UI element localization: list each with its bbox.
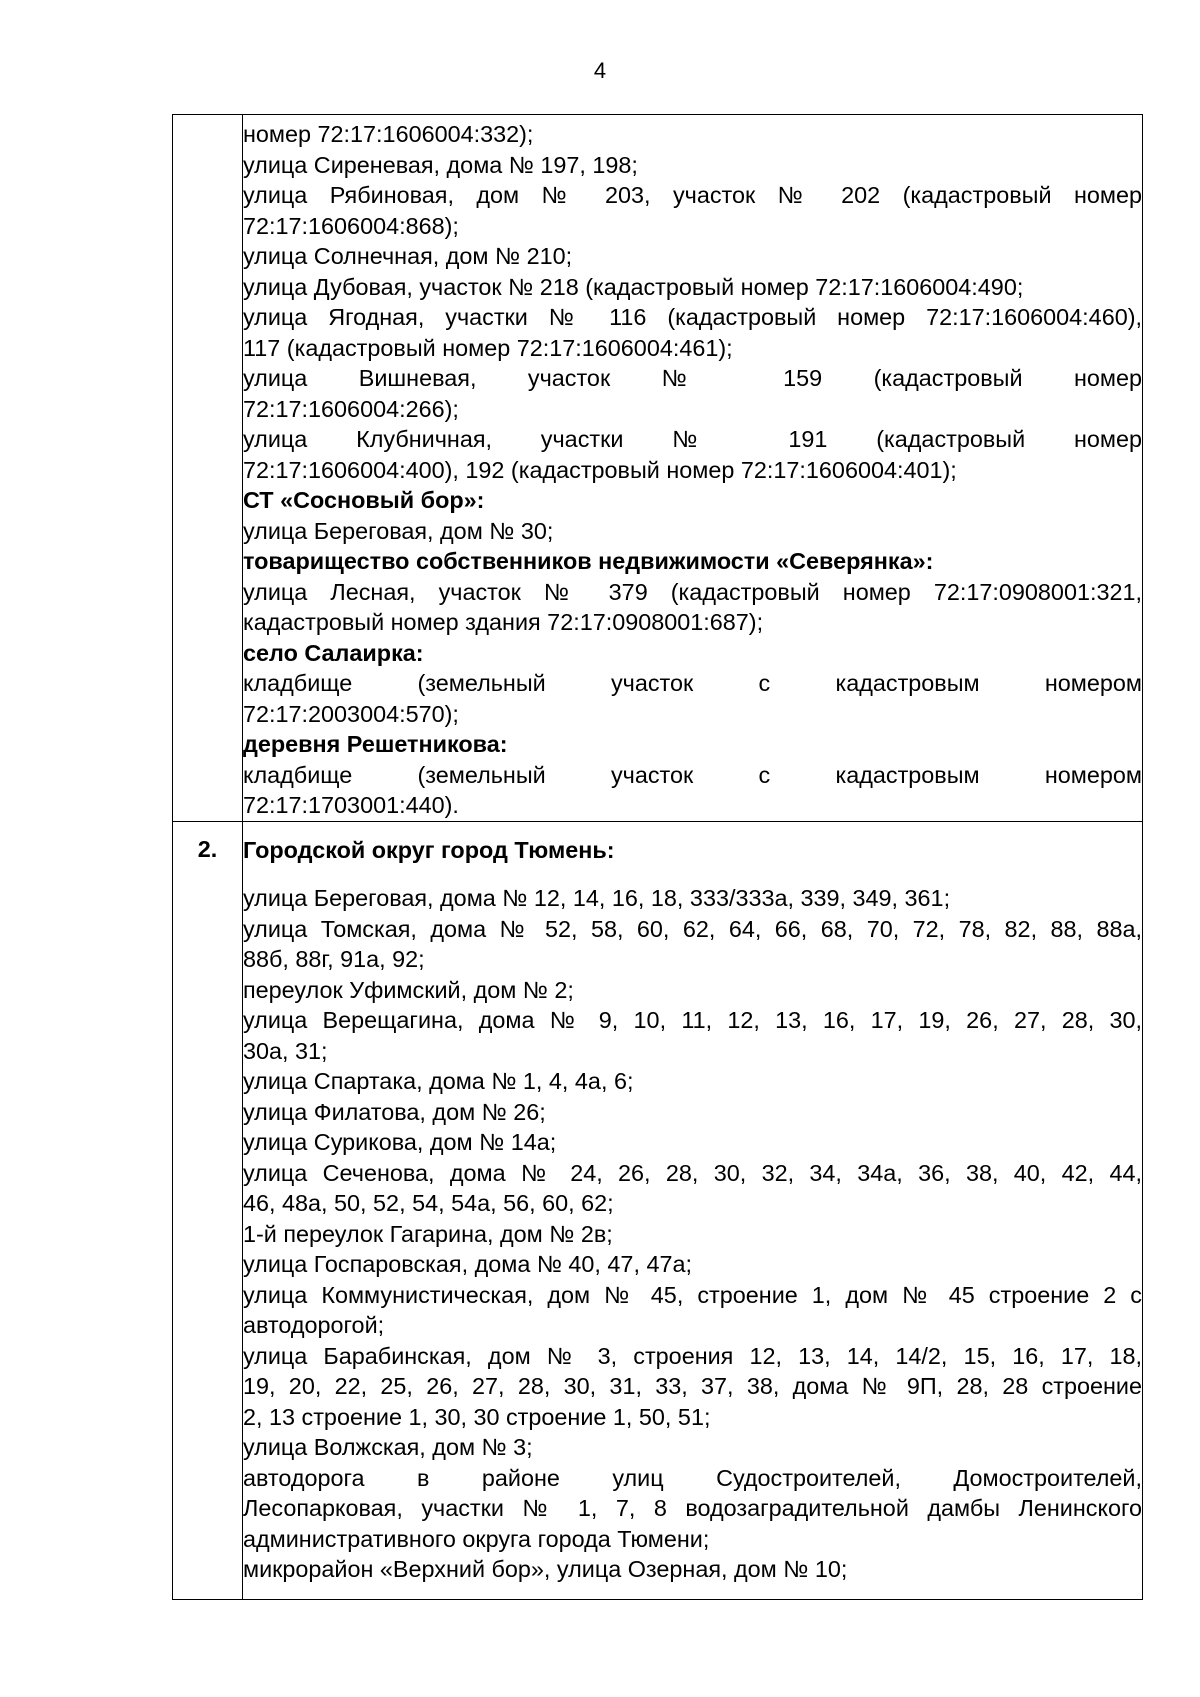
address-line: микрорайон «Верхний бор», улица Озерная, дом № 10; — [243, 1556, 848, 1582]
address-line: 30а, 31; — [243, 1037, 328, 1064]
address-line: кадастровый номер здания 72:17:0908001:687); — [243, 609, 764, 635]
table-row — [173, 115, 1143, 822]
address-line: улица Клубничная, участки № 191 (кадастровый номер — [243, 426, 1142, 452]
address-line: улица Рябиновая, дом № 203, участок № 202 (кадастровый номер — [243, 182, 1142, 208]
address-line: Лесопарковая, участки № 1, 7, 8 водозаградительной дамбы Ленинского — [243, 1495, 1142, 1521]
section-heading: Городской округ город Тюмень: — [243, 836, 615, 863]
address-line: административного округа города Тюмени; — [243, 1525, 710, 1552]
locality-heading: СТ «Сосновый бор»: — [243, 487, 485, 513]
address-line: 72:17:2003004:570); — [243, 700, 459, 727]
row-number-cell — [173, 115, 243, 822]
row-text-cell — [243, 821, 1143, 1599]
table-row — [173, 821, 1143, 1599]
address-line: улица Коммунистическая, дом № 45, строение 1, дом № 45 строение 2 с — [243, 1281, 1142, 1308]
address-line: кладбище (земельный участок с кадастровым номером — [243, 670, 1142, 696]
address-line: улица Лесная, участок № 379 (кадастровый номер 72:17:0908001:321, — [243, 578, 1142, 605]
address-line: улица Ягодная, участки № 116 (кадастровый номер 72:17:1606004:460), — [243, 304, 1142, 330]
address-line: 72:17:1606004:400), 192 (кадастровый номер 72:17:1606004:401); — [243, 456, 957, 483]
address-line: улица Госпаровская, дома № 40, 47, 47а; — [243, 1251, 692, 1277]
address-line: 46, 48а, 50, 52, 54, 54а, 56, 60, 62; — [243, 1190, 614, 1216]
address-line: 19, 20, 22, 25, 26, 27, 28, 30, 31, 33, 37, 38, дома № 9П, 28, 28 строение — [243, 1373, 1142, 1399]
address-line: автодорогой; — [243, 1312, 385, 1338]
address-line: кладбище (земельный участок с кадастровым номером — [243, 761, 1142, 788]
address-line: автодорога в районе улиц Судостроителей, Домостроителей, — [243, 1464, 1142, 1491]
address-line: улица Сурикова, дом № 14а; — [243, 1129, 557, 1155]
address-line: улица Дубовая, участок № 218 (кадастровый номер 72:17:1606004:490; — [243, 273, 1024, 300]
page-number: 4 — [593, 58, 607, 83]
row-number — [173, 115, 242, 127]
row-number-cell — [173, 821, 243, 1599]
address-line: улица Спартака, дома № 1, 4, 4а, 6; — [243, 1068, 634, 1094]
address-line: 88б, 88г, 91а, 92; — [243, 946, 425, 972]
row-text-cell — [243, 115, 1143, 822]
locality-heading: село Салаирка: — [243, 639, 424, 666]
address-line: переулок Уфимский, дом № 2; — [243, 976, 574, 1003]
address-line: улица Волжская, дом № 3; — [243, 1434, 533, 1460]
address-line: улица Береговая, дома № 12, 14, 16, 18, 333/333а, 339, 349, 361; — [243, 885, 951, 911]
addresses-table — [172, 114, 1143, 1600]
address-line: 72:17:1606004:266); — [243, 395, 459, 422]
address-line: улица Томская, дома № 52, 58, 60, 62, 64, 66, 68, 70, 72, 78, 82, 88, 88а, — [243, 915, 1142, 942]
address-line: улица Сиреневая, дома № 197, 198; — [243, 151, 638, 178]
address-line: номер 72:17:1606004:332); — [243, 121, 534, 147]
address-line: улица Верещагина, дома № 9, 10, 11, 12, 13, 16, 17, 19, 26, 27, 28, 30, — [243, 1007, 1142, 1033]
address-line: 1-й переулок Гагарина, дом № 2в; — [243, 1220, 613, 1247]
address-line: 72:17:1606004:868); — [243, 212, 459, 239]
address-line: улица Барабинская, дом № 3, строения 12, 13, 14, 14/2, 15, 16, 17, 18, — [243, 1342, 1142, 1369]
address-line: улица Филатова, дом № 26; — [243, 1098, 546, 1125]
row-number: 2. — [197, 835, 218, 862]
address-line: улица Сеченова, дома № 24, 26, 28, 30, 32, 34, 34а, 36, 38, 40, 42, 44, — [243, 1159, 1142, 1186]
locality-heading: деревня Решетникова: — [243, 731, 508, 757]
address-line: 72:17:1703001:440). — [243, 792, 459, 818]
address-line: улица Солнечная, дом № 210; — [243, 243, 573, 269]
locality-heading: товарищество собственников недвижимости «Северянка»: — [243, 548, 934, 574]
address-line: 117 (кадастровый номер 72:17:1606004:461); — [243, 334, 733, 361]
address-line: улица Вишневая, участок № 159 (кадастровый номер — [243, 365, 1142, 391]
address-line: 2, 13 строение 1, 30, 30 строение 1, 50, 51; — [243, 1403, 711, 1430]
address-line: улица Береговая, дом № 30; — [243, 517, 554, 544]
